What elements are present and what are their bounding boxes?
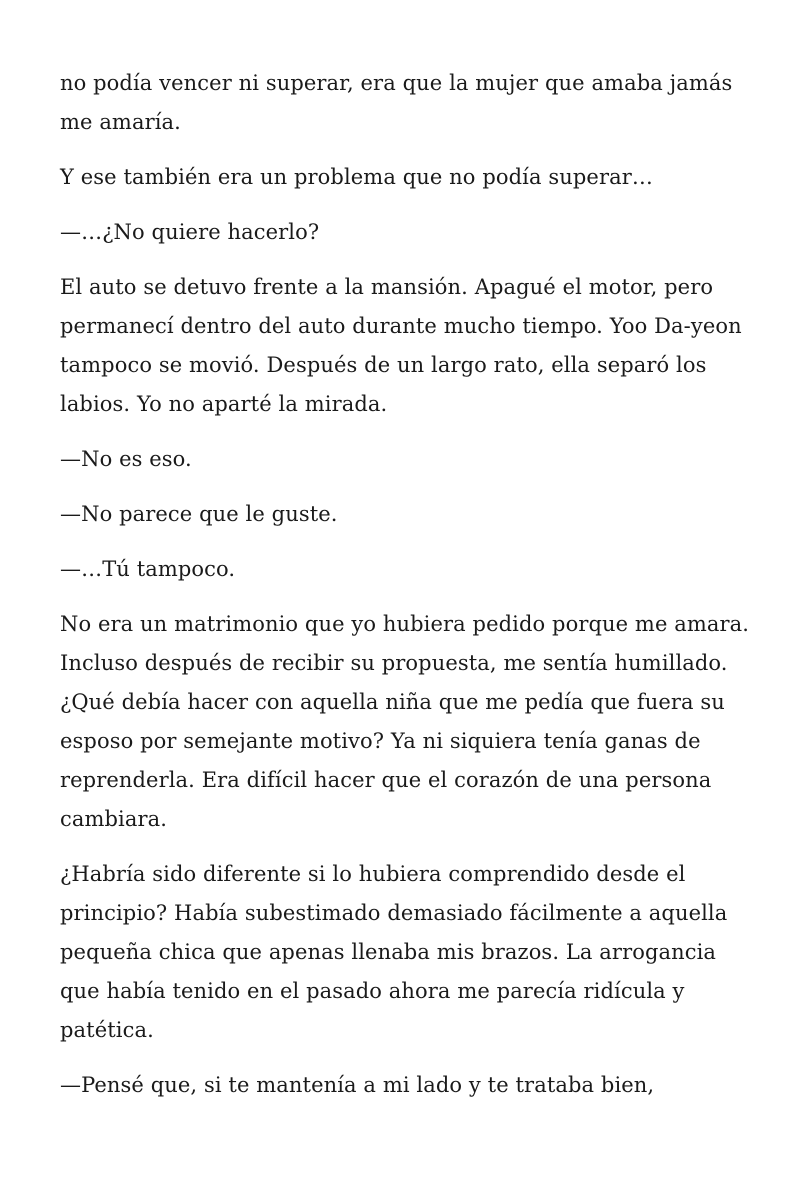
paragraph: Y ese también era un problema que no podía superar… bbox=[60, 165, 653, 189]
dialogue-line: —No es eso. bbox=[60, 447, 192, 471]
dialogue-line: —Pensé que, si te mantenía a mi lado y te trataba bien, bbox=[60, 1073, 655, 1097]
paragraph: No era un matrimonio que yo hubiera pedido porque me amara. Incluso después de recibir su propuesta, me sentía humillado. ¿Qué debía hacer con aquella niña que me pedía que fuera su esposo por semejante motivo? Ya ni siquiera tenía ganas de reprenderla. Era difícil hacer que el corazón de una persona cambiara. bbox=[60, 612, 750, 831]
paragraph: El auto se detuvo frente a la mansión. Apagué el motor, pero permanecí dentro del auto durante mucho tiempo. Yoo Da-yeon tampoco se movió. Después de un largo rato, ella separó los labios. Yo no aparté la mirada. bbox=[60, 275, 742, 416]
dialogue-line: —…Tú tampoco. bbox=[60, 557, 236, 581]
dialogue-line: —No parece que le guste. bbox=[60, 502, 338, 526]
dialogue-line: —…¿No quiere hacerlo? bbox=[60, 220, 320, 244]
paragraph: ¿Habría sido diferente si lo hubiera comprendido desde el principio? Había subestimado demasiado fácilmente a aquella pequeña chica que apenas llenaba mis brazos. La arrogancia que había tenido en el pasado ahora me parecía ridícula y patética. bbox=[60, 862, 728, 1042]
page-text-body bbox=[60, 64, 750, 1121]
paragraph: no podía vencer ni superar, era que la mujer que amaba jamás me amaría. bbox=[60, 71, 733, 134]
